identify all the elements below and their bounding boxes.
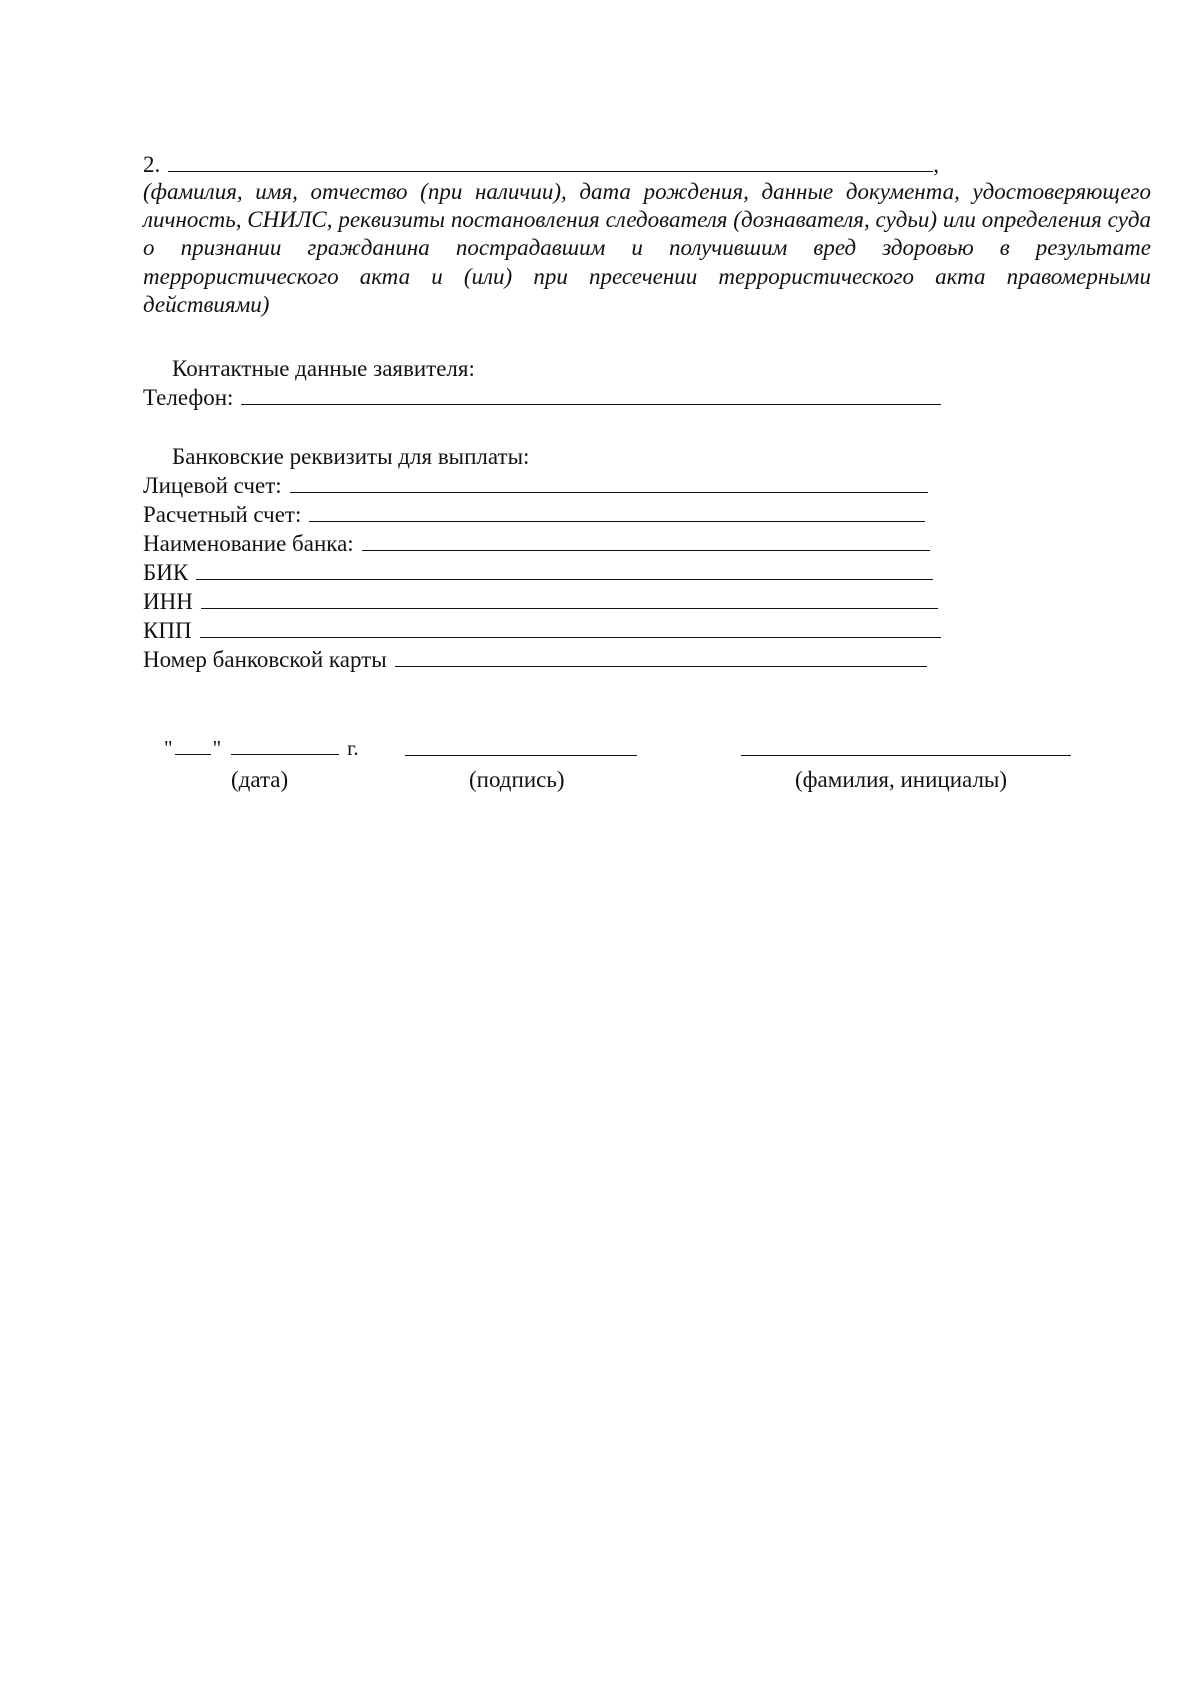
bank-field-card-number	[143, 646, 927, 674]
signature-blank[interactable]	[405, 755, 637, 756]
date-row	[164, 734, 359, 762]
bank-field-label: Номер банковской карты	[143, 647, 387, 672]
applicant-note: (фамилия, имя, отчество (при наличии), дата рождения, данные документа, удостоверяющего личность, СНИЛС, реквизиты постановления следователя (дознавателя, судьи) или определения суда о признании гражданина пострадавшим и получившим вред здоровью в результате террористического акта и (или) при пресечении террористического акта правомерными действиями)	[143, 179, 1151, 317]
bank-heading: Банковские реквизиты для выплаты:	[172, 444, 530, 469]
card-number-blank[interactable]	[395, 646, 927, 667]
bank-field-bank-name	[143, 530, 930, 558]
phone-blank[interactable]	[241, 384, 941, 405]
phone-label: Телефон:	[143, 385, 234, 410]
inn-blank[interactable]	[201, 588, 938, 609]
applicant-blank[interactable]	[168, 151, 933, 172]
name-blank[interactable]	[741, 755, 1071, 756]
applicant-line	[143, 151, 939, 179]
bank-field-label: ИНН	[143, 589, 193, 614]
day-blank[interactable]	[175, 738, 211, 755]
applicant-comma: ,	[933, 152, 939, 177]
applicant-number: 2.	[143, 152, 161, 177]
phone-row	[143, 384, 941, 412]
bank-name-blank[interactable]	[362, 530, 930, 551]
bik-blank[interactable]	[196, 559, 933, 580]
signature-caption: (подпись)	[469, 767, 565, 792]
settlement-account-blank[interactable]	[309, 501, 925, 522]
bank-field-settlement-account	[143, 501, 925, 529]
bank-field-inn	[143, 588, 938, 616]
month-year-blank[interactable]	[231, 738, 339, 755]
personal-account-blank[interactable]	[290, 472, 928, 493]
bank-field-personal-account	[143, 472, 928, 500]
contacts-heading: Контактные данные заявителя:	[172, 356, 475, 381]
kpp-blank[interactable]	[200, 617, 941, 638]
bank-field-label: Лицевой счет:	[143, 473, 282, 498]
quote-open: "	[164, 736, 173, 760]
name-caption: (фамилия, инициалы)	[795, 767, 1008, 792]
date-caption: (дата)	[231, 767, 289, 792]
quote-close: "	[212, 736, 222, 760]
year-suffix: г.	[347, 736, 359, 760]
bank-field-label: КПП	[143, 618, 192, 643]
bank-field-kpp	[143, 617, 941, 645]
bank-field-label: БИК	[143, 560, 189, 585]
bank-field-label: Наименование банка:	[143, 531, 354, 556]
bank-field-label: Расчетный счет:	[143, 502, 302, 527]
bank-field-bik	[143, 559, 933, 587]
